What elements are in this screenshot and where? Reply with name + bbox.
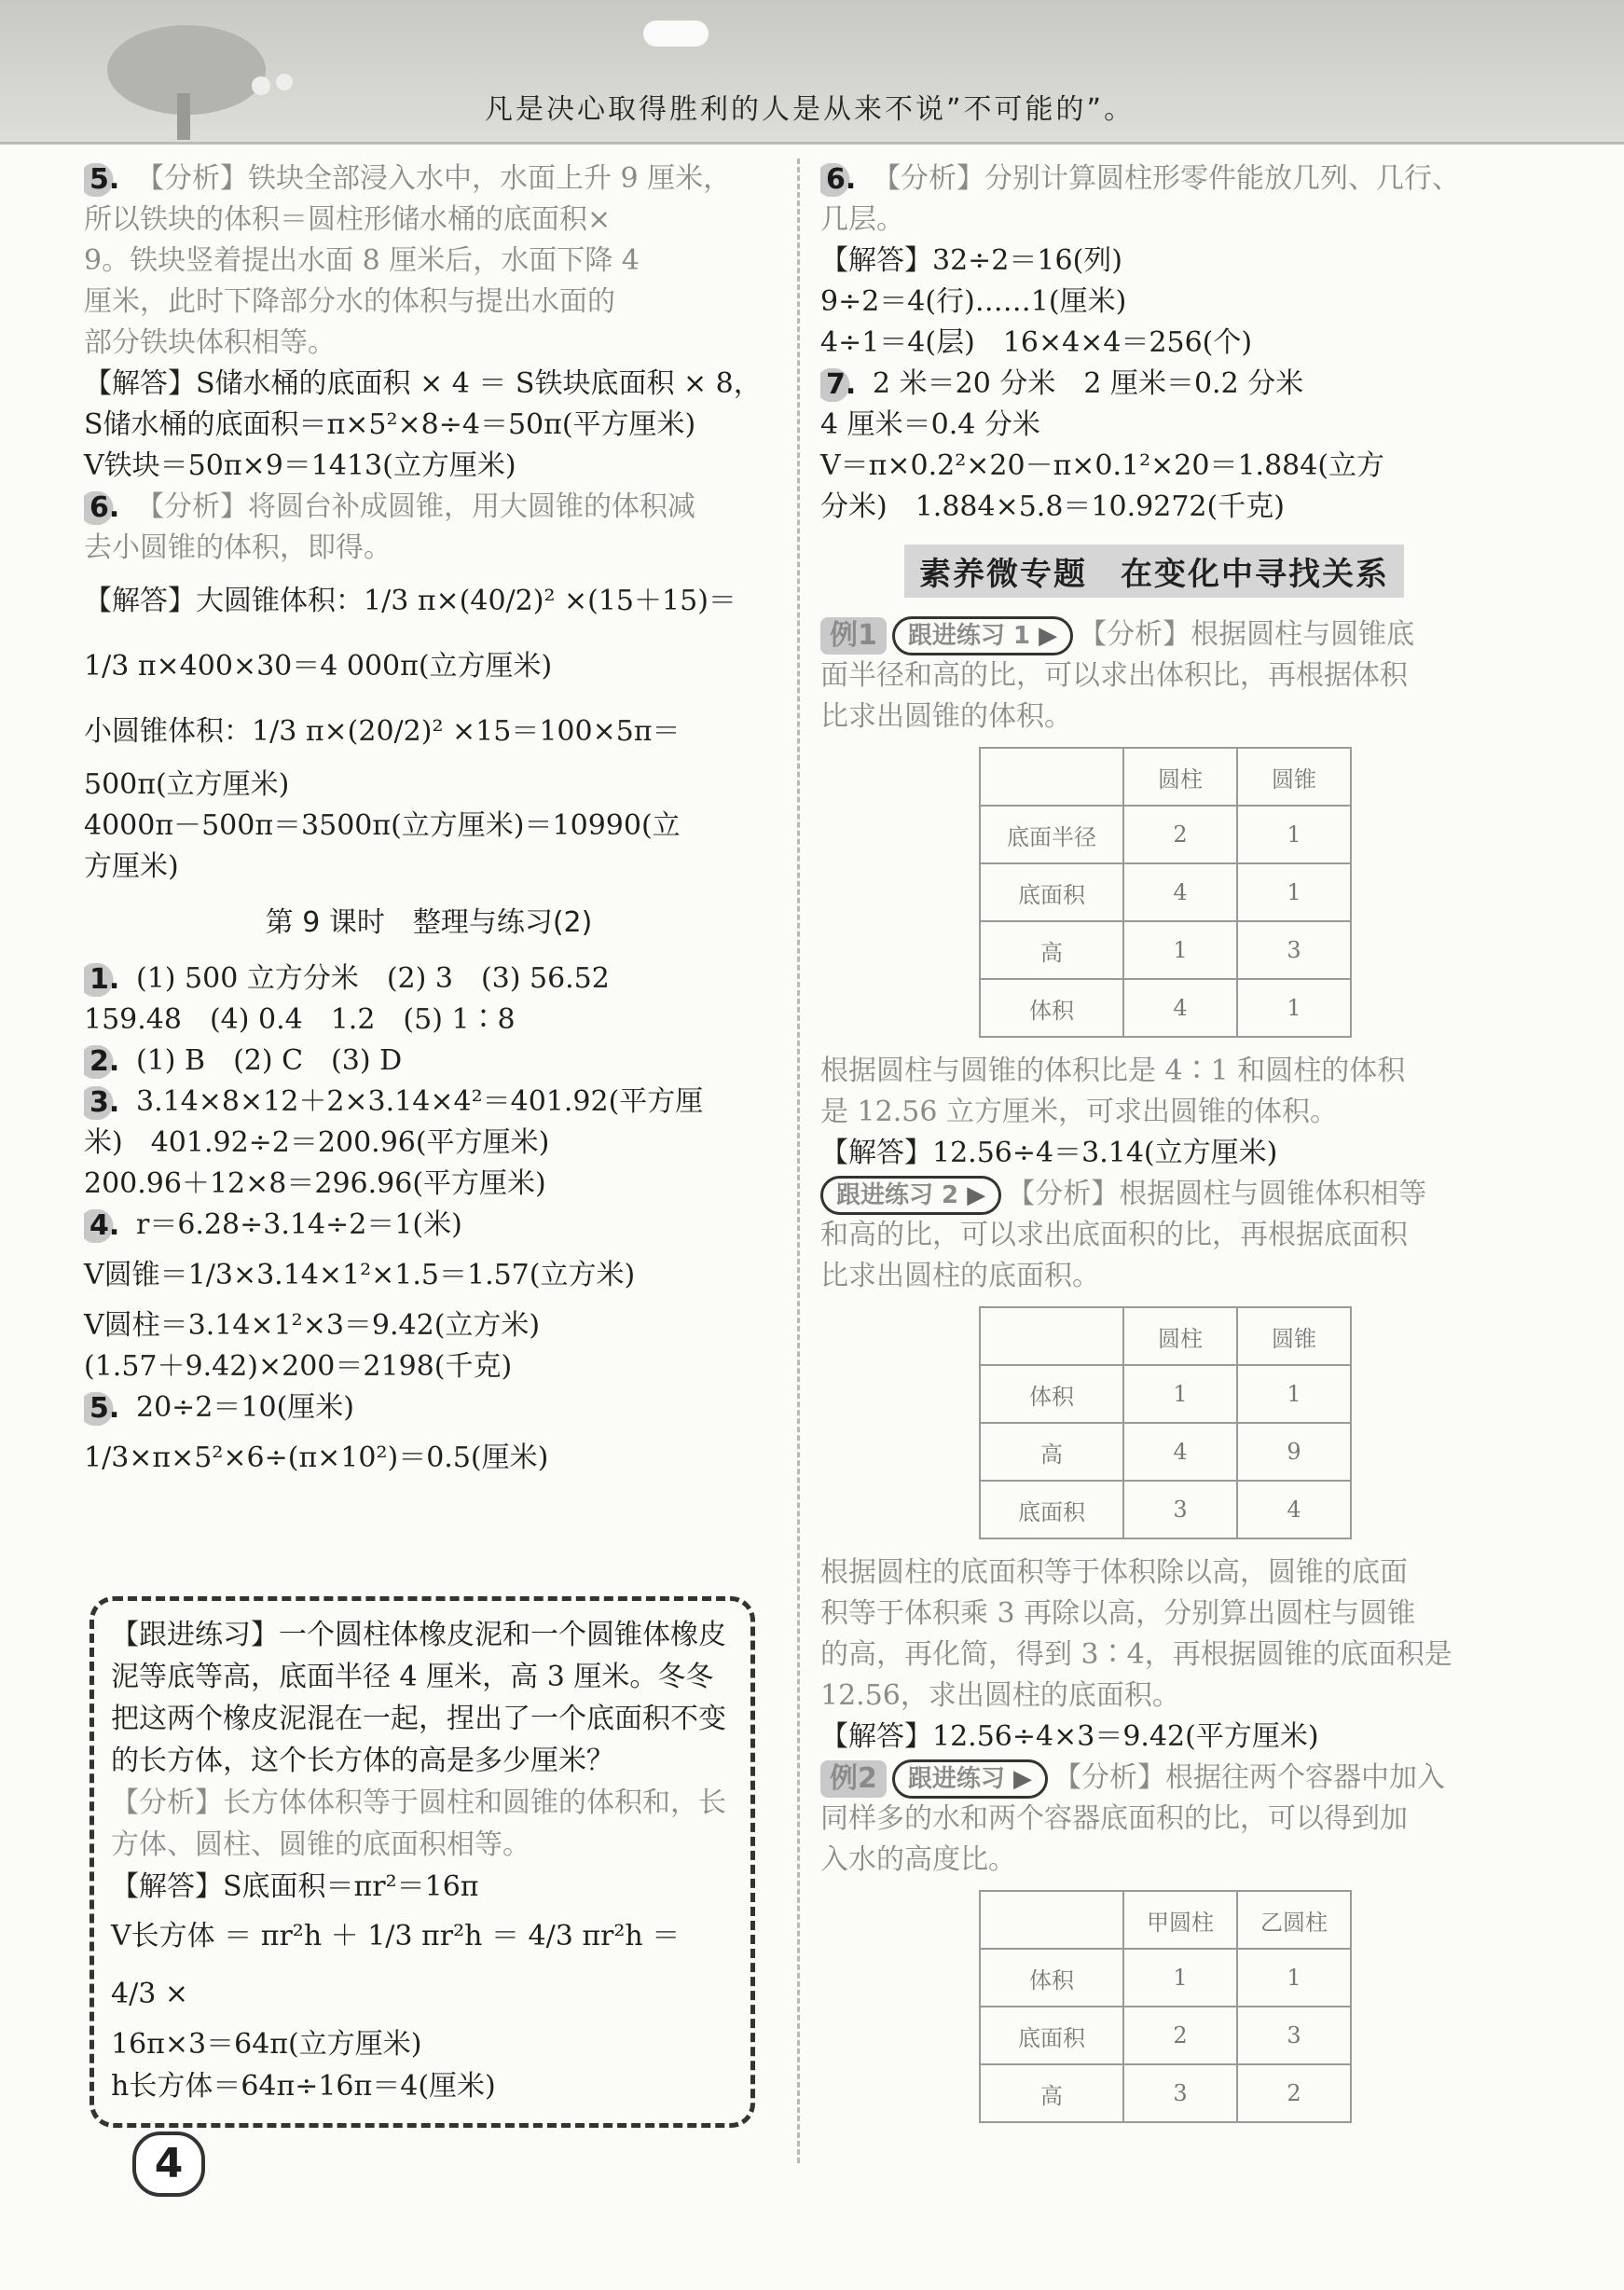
table-row [980,979,1351,1037]
follow-up-3-badge [892,1759,1048,1799]
text-line: 200.96＋12×8＝296.96(平方厘米) [84,1167,546,1200]
text-line: 【解答】12.56÷4×3＝9.42(平方厘米) [820,1720,1319,1753]
table-cell: 底面积 [980,2007,1123,2064]
right-column [820,159,1510,2136]
text-line: 入水的高度比。 [820,1843,1016,1876]
ratio-table-3 [979,1890,1352,2123]
text-line: 【解答】大圆锥体积：1/3 π×(40/2)² ×(15＋15)＝ [84,585,736,617]
table-cell: 1 [1237,1365,1351,1423]
ratio-table-2 [979,1306,1352,1539]
table-cell [980,1891,1123,1949]
table-cell: 高 [980,2064,1123,2122]
text-line: r＝6.28÷3.14÷2＝1(米) [136,1208,462,1241]
text-line: 20÷2＝10(厘米) [136,1391,354,1424]
text-line: 4÷1＝4(层) 16×4×4＝256(个) [820,326,1253,359]
question-number: 1. [84,963,132,997]
text-line: 12.56，求出圆柱的底面积。 [820,1679,1180,1712]
exercise-2 [84,1041,774,1082]
text-line: 根据圆柱与圆锥的体积比是 4∶1 和圆柱的体积 [820,1055,1406,1087]
table-cell: 体积 [980,979,1123,1037]
text-line: 2 米＝20 分米 2 厘米＝0.2 分米 [873,367,1304,400]
section-title: 素养微专题 在变化中寻找关系 [904,545,1404,598]
box-answer-line: V长方体 ＝ πr²h ＋ 1/3 πr²h ＝ 4/3 πr²h ＝ 4/3 × [111,1920,681,2010]
follow-up-1-badge [892,616,1073,655]
text-line: 方厘米) [84,850,179,883]
table-cell [980,1307,1123,1365]
follow-up-label: 跟进练习 1 [907,622,1031,650]
table-row [980,1949,1351,2007]
table-row [980,1365,1351,1423]
text-line: 【分析】根据圆柱与圆锥体积相等 [1007,1178,1427,1210]
play-arrow-icon: ▶ [967,1181,986,1209]
text-line: 9÷2＝4(行)……1(厘米) [820,285,1127,318]
table-cell: 底面积 [980,1481,1123,1538]
table-cell: 3 [1237,921,1351,979]
exercise-1 [84,959,774,1041]
question-6-right [820,159,1510,364]
table-cell: 体积 [980,1365,1123,1423]
table-row [980,2064,1351,2122]
table-cell: 甲圆柱 [1123,1891,1237,1949]
text-line: 的高，再化简，得到 3∶4，再根据圆锥的底面积是 [820,1638,1452,1671]
table-cell: 1 [1123,1365,1237,1423]
table-cell: 4 [1123,1423,1237,1481]
question-number: 4. [84,1209,132,1243]
text-line: 分米) 1.884×5.8＝10.9272(千克) [820,490,1285,523]
table-cell: 圆锥 [1237,1307,1351,1365]
ratio-table-1 [979,747,1352,1038]
question-number: 6. [820,163,869,197]
text-line: 159.48 (4) 0.4 1.2 (5) 1∶8 [84,1003,516,1036]
text-line: 9。铁块竖着提出水面 8 厘米后，水面下降 4 [84,244,640,277]
table-cell: 底面积 [980,863,1123,921]
table-cell: 高 [980,1423,1123,1481]
text-line: 比求出圆柱的底面积。 [820,1260,1100,1292]
table-row [980,2007,1351,2064]
table-cell: 2 [1237,2064,1351,2122]
text-line: 和高的比，可以求出底面积的比，再根据底面积 [820,1219,1408,1251]
text-line: 1/3×π×5²×6÷(π×10²)＝0.5(厘米) [84,1442,549,1474]
example-1 [820,614,1510,1174]
text-line: 【解答】S储水桶的底面积 × 4 ＝ S铁块底面积 × 8， [84,367,762,400]
cloud-icon [643,21,709,47]
table-row [980,1481,1351,1538]
table-cell: 圆柱 [1123,748,1237,806]
text-line: 根据圆柱的底面积等于体积除以高，圆锥的底面 [820,1556,1408,1589]
box-analysis: 【分析】长方体体积等于圆柱和圆锥的体积和，长方体、圆柱、圆锥的底面积相等。 [111,1786,726,1861]
table-cell: 2 [1123,2007,1237,2064]
table-cell: 1 [1237,863,1351,921]
page-number: 4 [132,2131,205,2197]
lesson-title: 第 9 课时 整理与练习(2) [265,906,593,939]
text-line: V圆锥＝1/3×3.14×1²×1.5＝1.57(立方米) [84,1259,636,1291]
table-cell: 4 [1123,979,1237,1037]
text-line: 【分析】分别计算圆柱形零件能放几列、几行、 [873,162,1460,195]
follow-up-2-badge [820,1176,1001,1215]
text-line: 4000π－500π＝3500π(立方厘米)＝10990(立 [84,809,681,842]
text-line: 【分析】将圆台补成圆锥，用大圆锥的体积减 [136,490,695,523]
play-arrow-icon: ▶ [1012,1765,1032,1793]
question-number: 2. [84,1045,132,1079]
follow-up-label: 跟进练习 2 [836,1181,959,1209]
table-row [980,748,1351,806]
text-line: 1/3 π×400×30＝4 000π(立方厘米) [84,650,553,683]
table-row [980,921,1351,979]
table-cell: 1 [1237,979,1351,1037]
question-5-analysis [84,159,774,487]
play-arrow-icon: ▶ [1039,622,1058,650]
text-line: 比求出圆锥的体积。 [820,700,1072,733]
exercise-5 [84,1387,774,1488]
table-cell: 1 [1123,1949,1237,2007]
text-line: 500π(立方厘米) [84,768,290,801]
table-cell: 4 [1123,863,1237,921]
table-cell: 1 [1237,806,1351,863]
text-line: 几层。 [820,203,904,236]
text-line: 小圆锥体积：1/3 π×(20/2)² ×15＝100×5π＝ [84,715,681,748]
table-cell: 1 [1237,1949,1351,2007]
box-answer-line: 【解答】S底面积＝πr²＝16π [111,1870,479,1903]
table-row [980,863,1351,921]
table-cell: 底面半径 [980,806,1123,863]
table-cell: 9 [1237,1423,1351,1481]
text-line: 4 厘米＝0.4 分米 [820,408,1040,441]
text-line: 【分析】铁块全部浸入水中，水面上升 9 厘米， [136,162,732,195]
table-cell: 1 [1123,921,1237,979]
question-number: 6. [84,491,132,525]
table-row [980,1423,1351,1481]
text-line: 【解答】12.56÷4＝3.14(立方厘米) [820,1137,1278,1169]
follow-up-label: 跟进练习 [907,1765,1005,1793]
table-row [980,806,1351,863]
text-line: 部分铁块体积相等。 [84,326,336,359]
left-column [84,159,774,1488]
text-line: 面半径和高的比，可以求出体积比，再根据体积 [820,659,1408,692]
box-answer-line: 16π×3＝64π(立方厘米) [111,2028,422,2061]
text-line: 【解答】32÷2＝16(列) [820,244,1122,277]
table-cell: 2 [1123,806,1237,863]
text-line: V＝π×0.2²×20－π×0.1²×20＝1.884(立方 [820,449,1385,482]
table-cell: 高 [980,921,1123,979]
text-line: 同样多的水和两个容器底面积的比，可以得到加 [820,1802,1408,1835]
table-cell: 圆锥 [1237,748,1351,806]
text-line: S储水桶的底面积＝π×5²×8÷4＝50π(平方厘米) [84,408,696,441]
text-line: 所以铁块的体积＝圆柱形储水桶的底面积× [84,203,612,236]
header-motto: 凡是决心取得胜利的人是从来不说”不可能的”。 [485,93,1135,126]
table-cell: 3 [1123,2064,1237,2122]
text-line: 3.14×8×12＋2×3.14×4²＝401.92(平方厘 [136,1085,704,1118]
text-line: 【分析】根据圆柱与圆锥底 [1079,618,1415,651]
follow-up-2 [820,1174,1510,1758]
text-line: 厘米，此时下降部分水的体积与提出水面的 [84,285,615,318]
question-7-right [820,364,1510,528]
text-line: V圆柱＝3.14×1²×3＝9.42(立方米) [84,1309,541,1342]
table-cell: 圆柱 [1123,1307,1237,1365]
question-number: 5. [84,163,132,197]
text-line: 【分析】根据往两个容器中加入 [1053,1761,1445,1794]
question-6-analysis [84,487,774,888]
text-line: 是 12.56 立方厘米，可求出圆锥的体积。 [820,1096,1338,1128]
table-cell: 3 [1237,2007,1351,2064]
text-line: (1.57＋9.42)×200＝2198(千克) [84,1350,513,1383]
question-number: 5. [84,1392,132,1426]
table-row [980,1891,1351,1949]
box-question: 【跟进练习】一个圆柱体橡皮泥和一个圆锥体橡皮泥等底等高，底面半径 4 厘米，高 3 厘米。冬冬把这两个橡皮泥混在一起，捏出了一个底面积不变的长方体，这个长方体的高是多少厘米？ [111,1619,726,1777]
question-number: 7. [820,368,869,402]
text-line: 去小圆锥的体积，即得。 [84,531,392,564]
header-banner [0,0,1624,145]
text-line: 米) 401.92÷2＝200.96(平方厘米) [84,1126,550,1159]
example-2 [820,1758,1510,2123]
text-line: V铁块＝50π×9＝1413(立方厘米) [84,449,516,482]
exercise-3 [84,1082,774,1205]
text-line: (1) 500 立方分米 (2) 3 (3) 56.52 [136,962,610,995]
table-cell: 体积 [980,1949,1123,2007]
table-cell: 4 [1237,1481,1351,1538]
table-row [980,1307,1351,1365]
follow-up-practice-box [89,1596,755,2128]
example-label: 例1 [820,617,887,655]
box-answer-line: h长方体＝64π÷16π＝4(厘米) [111,2070,496,2103]
table-cell [980,748,1123,806]
text-line: (1) B (2) C (3) D [136,1044,403,1077]
text-line: 积等于体积乘 3 再除以高，分别算出圆柱与圆锥 [820,1597,1416,1630]
tree-illustration [103,19,308,140]
column-divider [797,159,800,2163]
example-label: 例2 [820,1760,887,1798]
table-cell: 3 [1123,1481,1237,1538]
question-number: 3. [84,1086,132,1120]
exercise-4 [84,1205,774,1387]
table-cell: 乙圆柱 [1237,1891,1351,1949]
